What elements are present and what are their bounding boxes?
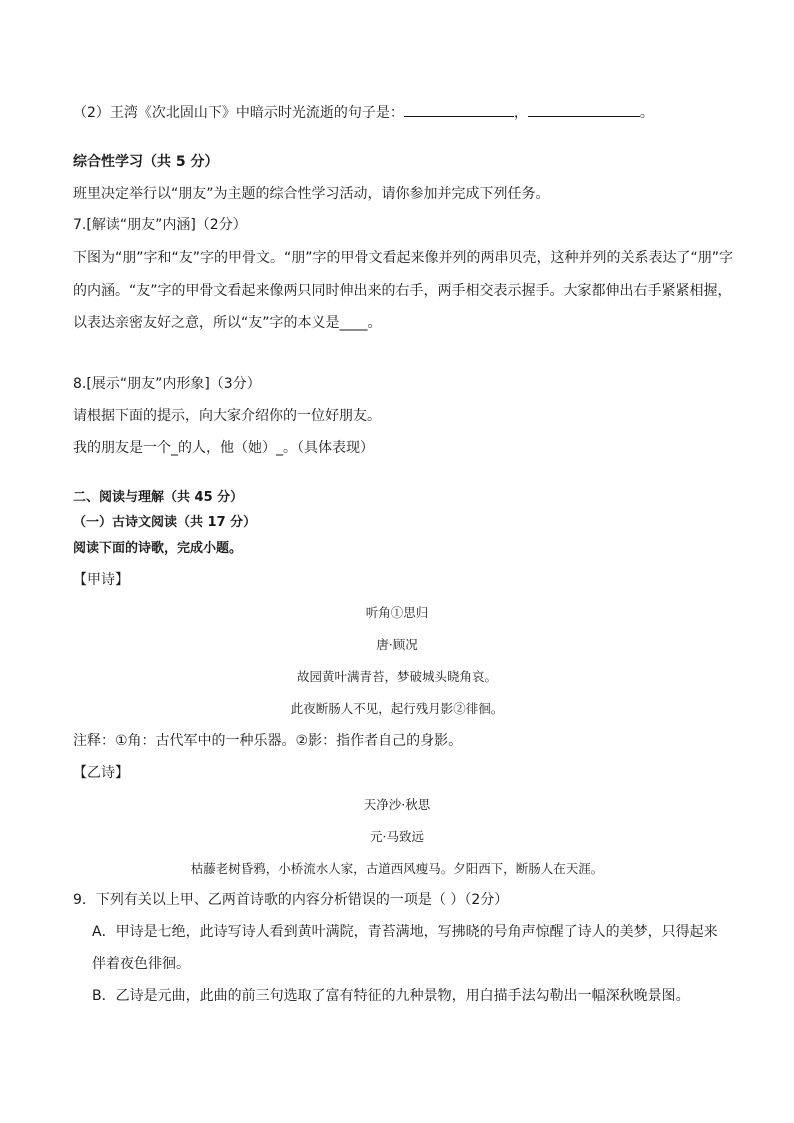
question-2: [73, 102, 654, 123]
poem-a-line-2: 此夜断肠人不见，起行残月影②徘徊。: [290, 701, 504, 716]
question-8-line-1: 请根据下面的提示，向大家介绍你的一位好朋友。: [73, 408, 381, 424]
poem-b-tag: 【乙诗】: [73, 765, 129, 781]
answer-blank-2[interactable]: [528, 102, 640, 117]
answer-blank-1[interactable]: [404, 102, 514, 117]
question-7-line-2: 的内涵。“友”字的甲骨文看起来像两只同时伸出来的右手，两手相交表示握手。大家都伸出右手紧紧相握，: [73, 283, 732, 299]
poem-notes: 注释：①角：古代军中的一种乐器。②影：指作者自己的身影。: [73, 733, 463, 749]
option-b: B．乙诗是元曲，此曲的前三句选取了富有特征的九种景物，用白描手法勾勒出一幅深秋晚景图。: [92, 988, 690, 1004]
question-7-title: 7.[解读“朋友”内涵]（2分）: [73, 217, 247, 233]
separator: ，: [513, 105, 528, 121]
section-heading: 二、阅读与理解（共 45 分）: [73, 490, 244, 505]
option-a-line-2: 伴着夜色徘徊。: [92, 956, 190, 972]
poem-b-author: 元·马致远: [370, 829, 424, 844]
question-2-text: （2）王湾《次北固山下》中暗示时光流逝的句子是：: [73, 105, 404, 121]
poem-a-tag: 【甲诗】: [73, 572, 129, 588]
comprehensive-heading: 综合性学习（共 5 分）: [73, 154, 219, 170]
poem-a-line-1: 故园黄叶满青苔，梦破城头晓角哀。: [296, 669, 497, 684]
subsection-heading: （一）古诗文阅读（共 17 分）: [73, 515, 257, 530]
question-8-title: 8.[展示“朋友”内形象]（3分）: [73, 376, 261, 392]
question-8-line-2: 我的朋友是一个_的人，他（她）_。（具体表现）: [73, 440, 374, 456]
poem-b-title: 天净沙·秋思: [363, 797, 431, 812]
poem-a-title: 听角①思归: [365, 605, 429, 620]
question-7-line-1: 下图为“朋”字和“友”字的甲骨文。“朋”字的甲骨文看起来像并列的两串贝壳，这种并列的关系表达了“朋”字: [73, 250, 734, 266]
question-7-line-3: 以表达亲密友好之意，所以“友”字的本义是____。: [73, 315, 382, 331]
option-a-line-1: A．甲诗是七绝，此诗写诗人看到黄叶满院，青苔满地，写拂晓的号角声惊醒了诗人的美梦，只得起来: [92, 924, 718, 940]
poem-b-line-1: 枯藤老树昏鸦，小桥流水人家，古道西风瘦马。夕阳西下，断肠人在天涯。: [190, 861, 604, 876]
question-9: 9．下列有关以上甲、乙两首诗歌的内容分析错误的一项是（ ）（2分）: [73, 892, 509, 908]
reading-instruction: 阅读下面的诗歌，完成小题。: [73, 541, 243, 556]
period: 。: [639, 105, 654, 121]
poem-a-author: 唐·顾况: [376, 637, 418, 652]
comprehensive-intro: 班里决定举行以“朋友”为主题的综合性学习活动，请你参加并完成下列任务。: [73, 186, 550, 202]
